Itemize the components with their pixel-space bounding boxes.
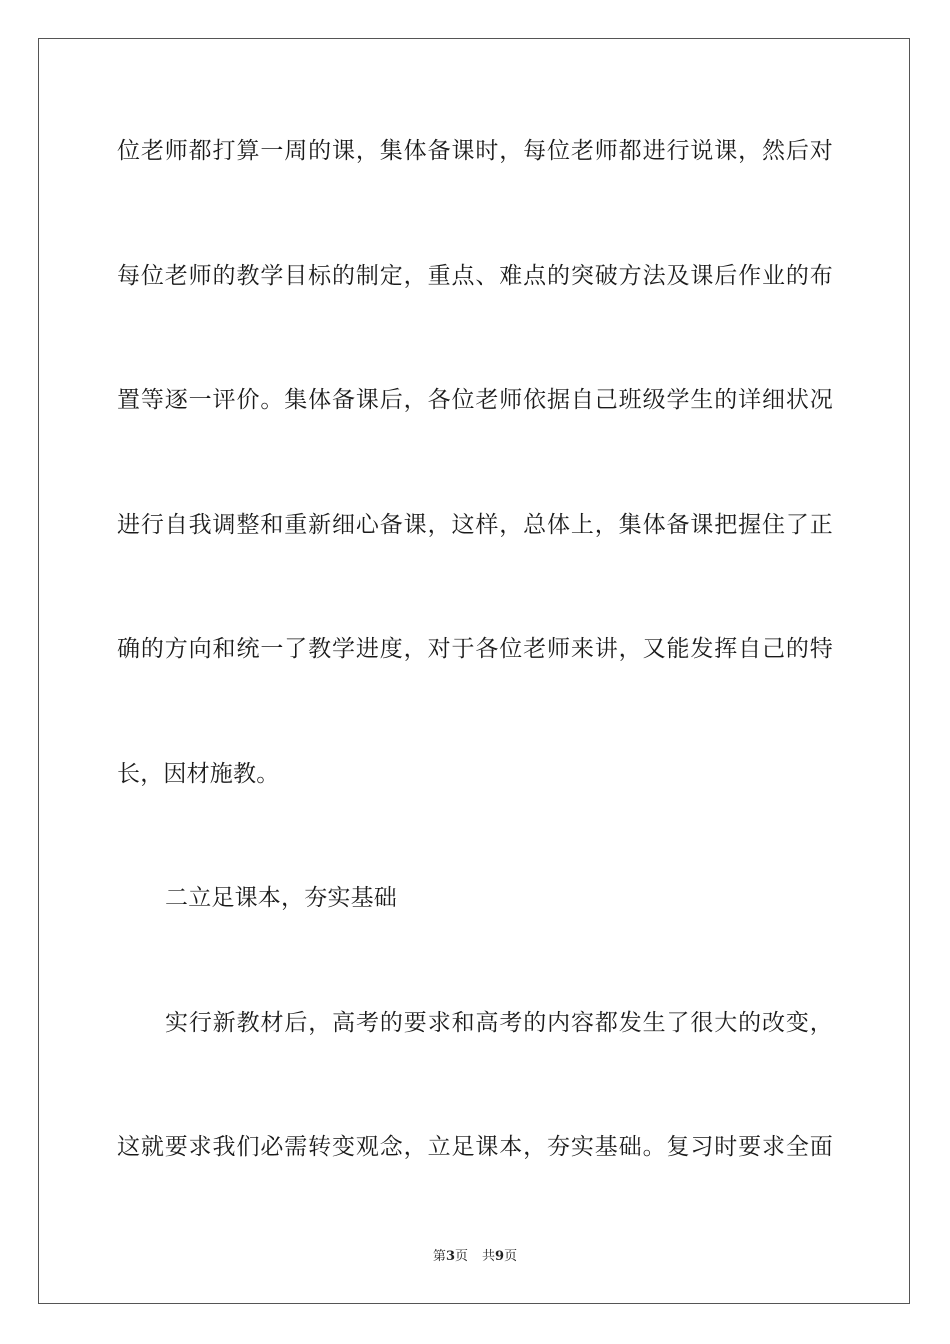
text-line-4: 进行自我调整和重新细心备课，这样，总体上，集体备课把握住了正 xyxy=(117,512,833,538)
page-border xyxy=(38,38,910,1304)
text-line-2: 每位老师的教学目标的制定，重点、难点的突破方法及课后作业的布 xyxy=(117,263,833,289)
page-suffix: 页 xyxy=(454,1249,468,1264)
page-footer xyxy=(0,1248,950,1266)
total-pages-number: 9 xyxy=(495,1249,505,1264)
paragraph-2-line-2: 这就要求我们必需转变观念，立足课本，夯实基础。复习时要求全面 xyxy=(117,1134,833,1160)
text-line-1: 位老师都打算一周的课，集体备课时，每位老师都进行说课，然后对 xyxy=(117,138,833,164)
total-prefix: 共 xyxy=(482,1249,496,1264)
paragraph-2-line-1: 实行新教材后，高考的要求和高考的内容都发生了很大的改变， xyxy=(165,1010,833,1036)
text-line-3: 置等逐一评价。集体备课后，各位老师依据自己班级学生的详细状况 xyxy=(117,387,833,413)
text-line-5: 确的方向和统一了教学进度，对于各位老师来讲，又能发挥自己的特 xyxy=(117,636,833,662)
page-prefix: 第 xyxy=(432,1249,446,1264)
current-page-number: 3 xyxy=(445,1249,455,1264)
text-line-6: 长，因材施教。 xyxy=(117,761,280,787)
total-suffix: 页 xyxy=(504,1249,518,1264)
section-heading: 二立足课本，夯实基础 xyxy=(165,885,397,911)
